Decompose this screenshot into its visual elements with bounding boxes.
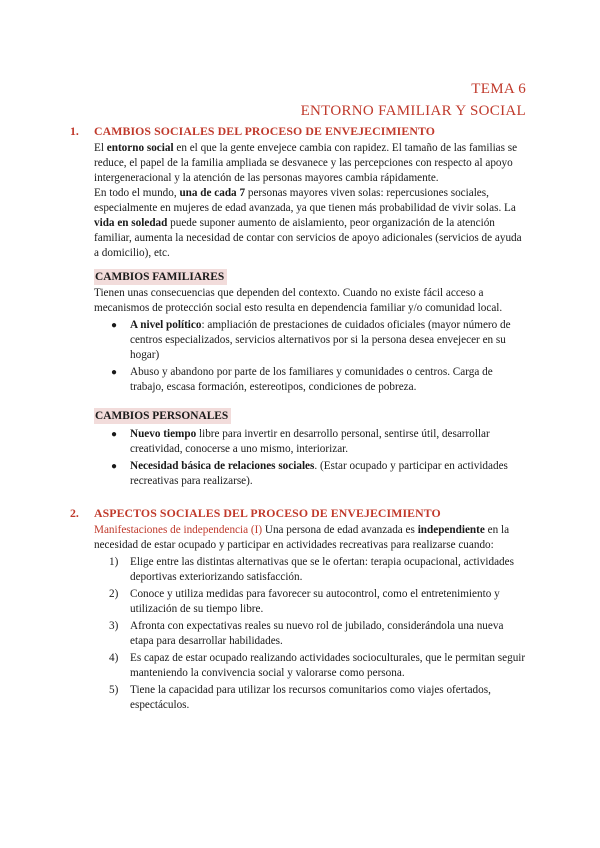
- paragraph-entorno-social: El entorno social en el que la gente envejece cambia con rapidez. El tamaño de las familias se reduce, el papel de la familia ampliada se desvanece y las percepciones con respecto al apoyo intergeneracional y la atención de las personas mayores cambia rápidamente.: [94, 142, 518, 184]
- bullet-icon: ●: [111, 320, 118, 331]
- list-item: 3) Afronta con expectativas reales su nuevo rol de jubilado, considerándola una nueva etapa para desarrollar habilidades.: [109, 620, 504, 647]
- personales-bullet-list: [94, 427, 526, 489]
- familiares-bullet-list: [94, 318, 526, 395]
- manifestaciones-label: Manifestaciones de independencia (I): [94, 524, 263, 536]
- section-2-number: 2.: [70, 506, 79, 520]
- list-item: 4) Es capaz de estar ocupado realizando actividades socioculturales, que le permitan seguir manteniendo la convivencia social y valorarse como persona.: [109, 652, 526, 679]
- section-2-title: ASPECTOS SOCIALES DEL PROCESO DE ENVEJECIMIENTO: [94, 506, 441, 520]
- subheading-cambios-familiares: CAMBIOS FAMILIARES: [94, 269, 227, 285]
- list-item: 5) Tiene la capacidad para utilizar los recursos comunitarios como viajes ofertados, espectáculos.: [109, 684, 491, 711]
- subheading-cambios-personales: CAMBIOS PERSONALES: [94, 408, 231, 424]
- term-vida-en-soledad: vida en soledad: [94, 217, 168, 229]
- list-item: ● Nuevo tiempo libre para invertir en desarrollo personal, sentirse útil, desarrollar creatividad, conocerse a uno mismo, interiorizar.: [111, 428, 490, 455]
- term-entorno-social: entorno social: [106, 142, 174, 154]
- document-body: [70, 124, 526, 715]
- bullet-icon: ●: [111, 461, 118, 472]
- paragraph-viven-solas: En todo el mundo, una de cada 7 personas mayores viven solas: repercusiones sociales, especialmente en mujeres de edad avanzada, ya que tienen más probabilidad de vivir solas. La vida en soledad puede suponer aumento de aislamiento, peor organización de la atención familiar, aumenta la necesidad de contar con servicios de apoyo adicionales (servicios de ayuda a domicilio), etc.: [94, 187, 522, 259]
- section-1-title: CAMBIOS SOCIALES DEL PROCESO DE ENVEJECIMIENTO: [94, 124, 435, 138]
- independencia-numbered-list: [94, 555, 526, 713]
- section-2-heading: [70, 506, 526, 521]
- list-item: ● Necesidad básica de relaciones sociales. (Estar ocupado y participar en actividades recreativas para realizarse).: [111, 460, 508, 487]
- list-item: 2) Conoce y utiliza medidas para favorecer su autocontrol, como el entretenimiento y utilización de su tiempo libre.: [109, 588, 500, 615]
- bullet-icon: ●: [111, 367, 118, 378]
- document-title-block: [301, 78, 526, 122]
- term-independiente: independiente: [417, 524, 485, 536]
- list-item: ● A nivel político: ampliación de prestaciones de cuidados oficiales (mayor número de centros especializados, servicios alternativos por si la persona desea envejecer en su hogar): [111, 319, 511, 361]
- list-item: ● Abuso y abandono por parte de los familiares y comunidades o centros. Carga de trabajo, escasa formación, estereotipos, condiciones de pobreza.: [111, 366, 493, 393]
- theme-number: TEMA 6: [471, 81, 526, 97]
- paragraph-familiares-intro: Tienen unas consecuencias que dependen del contexto. Cuando no existe fácil acceso a mecanismos de protección social esto resulta en dependencia familiar y/o comunidad local.: [94, 287, 503, 314]
- page-title: ENTORNO FAMILIAR Y SOCIAL: [300, 103, 526, 119]
- list-item: 1) Elige entre las distintas alternativas que se le ofertan: terapia ocupacional, actividades deportivas exteriorizando satisfacción.: [109, 556, 514, 583]
- bullet-icon: ●: [111, 429, 118, 440]
- section-1-heading: [70, 124, 526, 139]
- section-1-number: 1.: [70, 124, 79, 138]
- paragraph-independencia: Manifestaciones de independencia (I) Una persona de edad avanzada es independiente en la necesidad de estar ocupado y participar en actividades recreativas para realizarse cuando:: [94, 524, 510, 551]
- term-una-de-cada-7: una de cada 7: [179, 187, 246, 199]
